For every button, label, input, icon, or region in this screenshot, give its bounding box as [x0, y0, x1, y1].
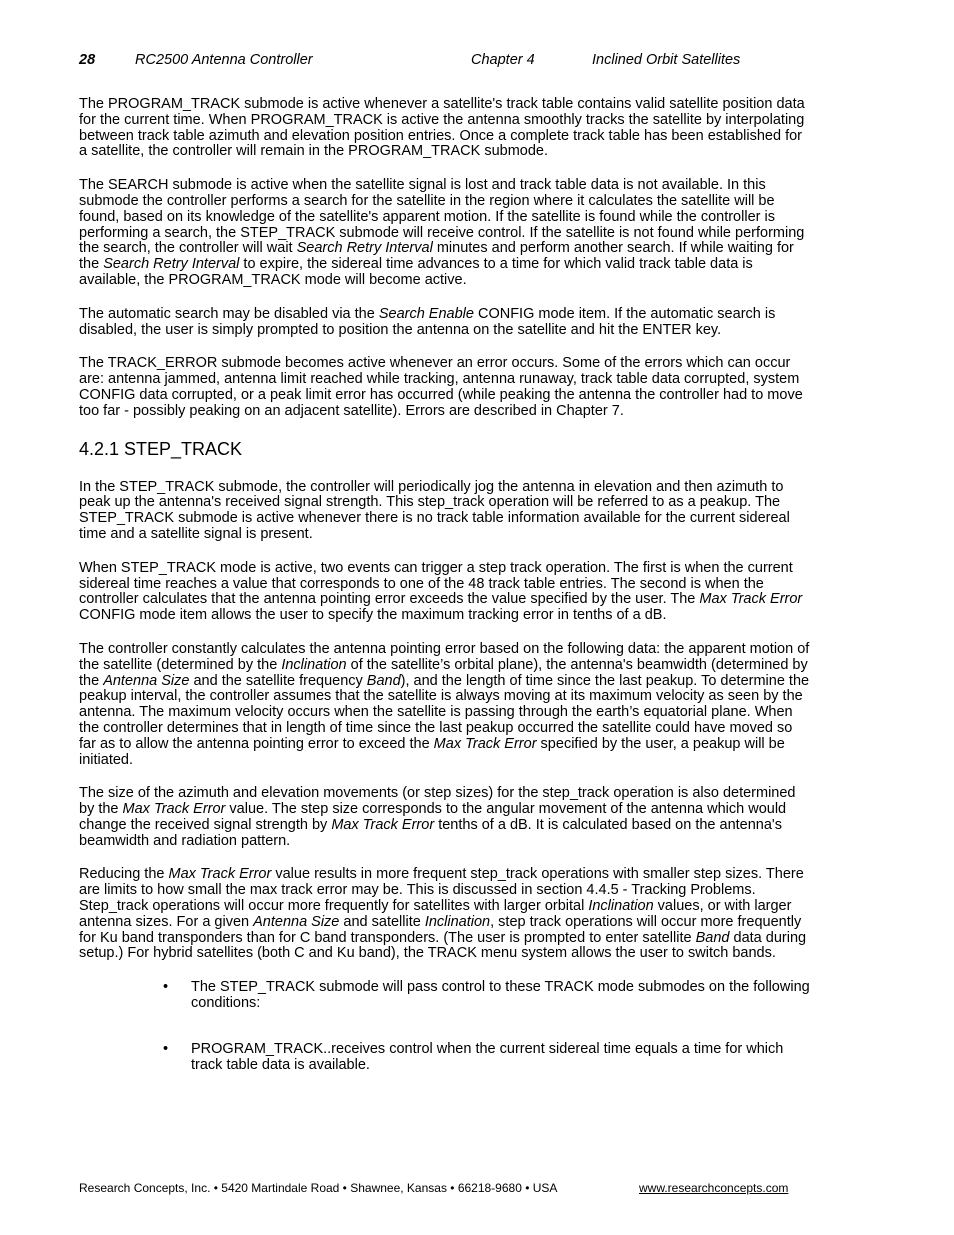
paragraph-program-track: The PROGRAM_TRACK submode is active whenever a satellite's track table contains valid satellite position data for the current time. When PROGRAM_TRACK is active the antenna smoothly tracks the satellite by interpolating between track table azimuth and elevation position entries. Once a complete track table has been established for a satellite, the controller will remain in the PROGRAM_TRACK submode.: [79, 96, 805, 160]
term-search-retry-interval: Search Retry Interval: [103, 256, 240, 273]
term-max-track-error: Max Track Error: [331, 816, 435, 833]
paragraph-search: [79, 178, 811, 289]
term-search-enable: Search Enable: [378, 305, 474, 322]
list-item: [79, 980, 811, 1012]
bullet-icon: •: [163, 1040, 169, 1057]
text-run: of the satellite’s orbital plane), the antenna's beamwidth (determined by the: [79, 656, 808, 689]
text-run: and satellite: [339, 913, 425, 930]
paragraph-pointing-error: [79, 642, 811, 768]
bullet-icon: •: [163, 979, 169, 996]
text-run: CONFIG mode item allows the user to specify the maximum tracking error in tenths of a dB.: [79, 607, 667, 624]
term-band: Band: [695, 929, 730, 946]
list-item: [79, 1042, 811, 1074]
text-run: value results in more frequent step_track operations with smaller step sizes. There are limits to how small the max track error may be. This is discussed in section 4.4.5 - Tracking Problems. Step_track operations will occur more frequently for satellites with larger orbital: [79, 866, 804, 915]
bullet-list: [79, 980, 811, 1073]
text-run: The automatic search may be disabled via the: [79, 305, 379, 322]
text-run: tenths of a dB. It is calculated based on the antenna's beamwidth and radiation pattern.: [79, 816, 782, 849]
term-inclination: Inclination: [588, 898, 654, 915]
term-max-track-error: Max Track Error: [699, 591, 803, 608]
paragraph-step-track-intro: In the STEP_TRACK submode, the controller will periodically jog the antenna in elevation and then azimuth to peak up the antenna's received signal strength. This step_track operation will be referred to as a peakup. The STEP_TRACK submode is active whenever there is no track table information available for the current sidereal time and a satellite signal is present.: [79, 478, 790, 542]
text-run: to expire, the sidereal time advances to a time for which valid track table data is available, the PROGRAM_TRACK mode will become active.: [79, 256, 753, 288]
term-band: Band: [366, 672, 401, 689]
text-run: specified by the user, a peakup will be initiated.: [79, 735, 785, 768]
chapter-topic: Inclined Orbit Satellites: [592, 52, 741, 68]
company-address: Research Concepts, Inc. • 5420 Martindale Road • Shawnee, Kansas • 66218-9680 • USA: [79, 1181, 558, 1195]
page-number: 28: [79, 52, 96, 68]
document-title: RC2500 Antenna Controller: [135, 52, 313, 68]
text-run: ), and the length of time since the last peakup. To determine the peakup interval, the controller assumes that the satellite is always moving at its maximum velocity as seen by the antenna. The maximum velocity occurs when the satellite is passing through the earth’s equatorial plane. When the controller determines that in length of time since the last peakup occurred the satellite could have moved so far as to allow the antenna pointing error to exceed the: [79, 672, 810, 752]
term-inclination: Inclination: [281, 656, 347, 673]
text-run: values, or with larger antenna sizes. For a given: [79, 898, 792, 930]
website-link[interactable]: www.researchconcepts.com: [639, 1181, 789, 1195]
paragraph-step-track-events: [79, 561, 811, 624]
term-search-retry-interval: Search Retry Interval: [296, 240, 433, 257]
page-header: [79, 52, 839, 70]
paragraph-track-error: The TRACK_ERROR submode becomes active whenever an error occurs. Some of the errors which can occur are: antenna jammed, antenna limit reached while tracking, antenna runaway, track table data corrupted, system CONFIG data corrupted, or a peak limit error has occurred (while peaking the antenna the controller had to move too far - possibly peaking on an adjacent satellite). Errors are described in Chapter 7.: [79, 355, 803, 419]
text-run: The SEARCH submode is active when the satellite signal is lost and track table data is not available. In this submode the controller performs a search for the satellite in the region where it calculates the satellite will be found, based on its knowledge of the satellite's apparent motion. If the satellite is found while the controller is performing a search, the STEP_TRACK submode will receive control. If the satellite is not found while performing the search, the controller will wait: [79, 177, 805, 257]
term-antenna-size: Antenna Size: [253, 913, 340, 930]
term-max-track-error: Max Track Error: [168, 866, 272, 883]
text-run: minutes and perform another search. If while waiting for the: [79, 240, 794, 273]
text-run: CONFIG mode item. If the automatic search is disabled, the user is simply prompted to position the antenna on the satellite and hit the ENTER key.: [79, 305, 776, 338]
term-max-track-error: Max Track Error: [122, 801, 226, 818]
text-run: and the satellite frequency: [189, 672, 367, 689]
text-run: data during setup.) For hybrid satellites (both C and Ku band), the TRACK menu system allows the user to switch bands.: [79, 929, 807, 962]
term-antenna-size: Antenna Size: [103, 672, 190, 689]
text-run: When STEP_TRACK mode is active, two events can trigger a step track operation. The first is when the current sidereal time reaches a value that corresponds to one of the 48 track table entries. The second is when the controller calculates that the antenna pointing error exceeds the value specified by the user. The: [79, 559, 793, 608]
term-max-track-error: Max Track Error: [433, 735, 537, 752]
paragraph-step-size: [79, 786, 811, 849]
text-run: The size of the azimuth and elevation movements (or step sizes) for the step_track operation is also determined by the: [79, 785, 796, 818]
list-item-text: The STEP_TRACK submode will pass control to these TRACK mode submodes on the following conditions:: [191, 979, 810, 1012]
text-run: The controller constantly calculates the antenna pointing error based on the following data: the apparent motion of the satellite (determined by the: [79, 640, 810, 673]
paragraph-reducing-error: [79, 867, 811, 962]
text-run: Reducing the: [79, 866, 169, 883]
text-run: value. The step size corresponds to the angular movement of the antenna which would change the received signal strength by: [79, 801, 787, 833]
text-run: , step track operations will occur more frequently for Ku band transponders than for C band transponders. (The user is prompted to enter satellite: [79, 913, 802, 946]
list-item-text: PROGRAM_TRACK..receives control when the current sidereal time equals a time for which track table data is available.: [191, 1040, 784, 1073]
term-inclination: Inclination: [424, 913, 491, 930]
section-heading: 4.2.1 STEP_TRACK: [79, 438, 243, 459]
page-body: [79, 97, 811, 1103]
paragraph-search-enable: [79, 307, 811, 339]
chapter-label: Chapter 4: [471, 52, 535, 68]
